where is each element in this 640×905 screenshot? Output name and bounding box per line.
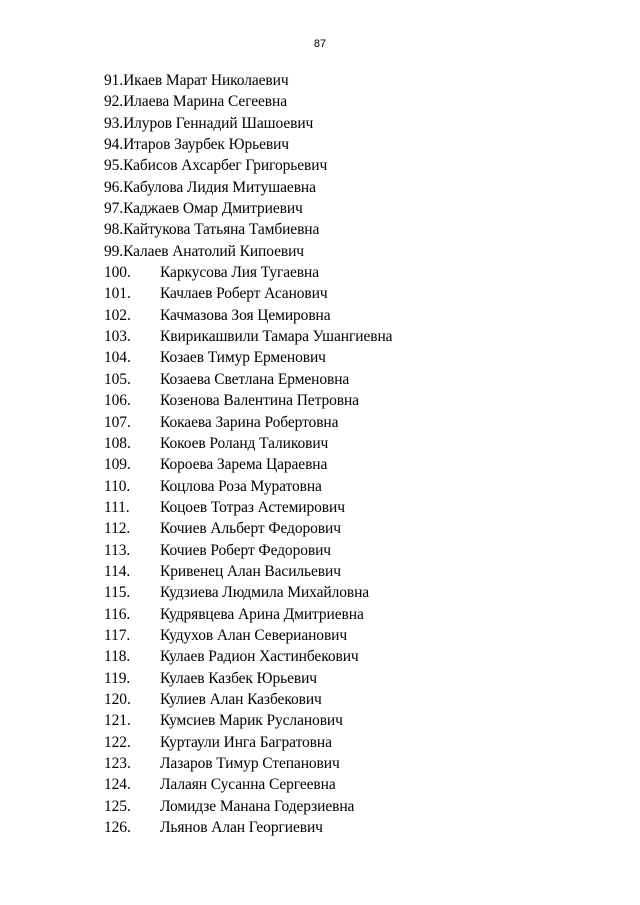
- list-item-number: 115.: [104, 584, 131, 602]
- list-item-name: Куртаули Инга Багратовна: [160, 733, 332, 751]
- list-item-number: 96.: [104, 178, 124, 196]
- list-item: [104, 155, 392, 176]
- list-item-number: 122.: [104, 733, 131, 751]
- list-item: [104, 476, 392, 497]
- list-item: [104, 646, 392, 667]
- list-item-name: Кудрявцева Арина Дмитриевна: [160, 605, 364, 623]
- list-item-name: Козенова Валентина Петровна: [160, 392, 359, 410]
- list-item-name: Кумсиев Марик Русланович: [160, 712, 343, 730]
- list-item: [104, 70, 392, 91]
- list-item: [104, 518, 392, 539]
- list-item-number: 92.: [104, 93, 124, 111]
- list-item: [104, 390, 392, 411]
- list-item-name: Лалаян Сусанна Сергеевна: [160, 776, 336, 794]
- list-item-name: Кудзиева Людмила Михайловна: [160, 584, 370, 602]
- list-item: [104, 283, 392, 304]
- list-item-name: Калаев Анатолий Кипоевич: [123, 242, 304, 260]
- list-item: [104, 198, 392, 219]
- list-item-name: Ломидзе Манана Годерзиевна: [160, 797, 355, 815]
- list-item-name: Илаева Марина Сегеевна: [123, 93, 288, 111]
- list-item-number: 98.: [104, 221, 124, 239]
- list-item: [104, 454, 392, 475]
- list-item-number: 100.: [104, 264, 131, 282]
- list-item-name: Кайтукова Татьяна Тамбиевна: [123, 221, 320, 239]
- list-item-number: 99.: [104, 242, 124, 260]
- list-item-name: Козаев Тимур Ерменович: [160, 349, 326, 367]
- list-item-name: Качмазова Зоя Цемировна: [160, 306, 331, 324]
- list-item: [104, 817, 392, 838]
- list-item-number: 110.: [104, 477, 131, 495]
- list-item-number: 112.: [104, 520, 131, 538]
- list-item: [104, 433, 392, 454]
- list-item-name: Квирикашвили Тамара Ушангиевна: [160, 328, 393, 346]
- list-item: [104, 262, 392, 283]
- list-item-name: Льянов Алан Георгиевич: [160, 819, 323, 837]
- list-item-name: Коцлова Роза Муратовна: [160, 477, 322, 495]
- list-item-number: 111.: [104, 498, 130, 516]
- list-item: [104, 753, 392, 774]
- list-item: [104, 326, 392, 347]
- list-item-number: 120.: [104, 690, 131, 708]
- page-number: 87: [313, 38, 327, 50]
- list-item-name: Кулаев Казбек Юрьевич: [160, 669, 317, 687]
- list-item-name: Козаева Светлана Ерменовна: [160, 370, 350, 388]
- list-item-number: 114.: [104, 562, 131, 580]
- list-item: [104, 732, 392, 753]
- list-item-number: 123.: [104, 755, 131, 772]
- list-item-name: Кудухов Алан Северианович: [160, 626, 348, 644]
- list-item-number: 117.: [104, 626, 131, 644]
- list-item-name: Кочиев Роберт Федорович: [160, 541, 331, 559]
- list-item-number: 95.: [104, 157, 124, 175]
- list-item: [104, 604, 392, 625]
- list-item-number: 118.: [104, 648, 131, 666]
- list-item-name: Каркусова Лия Тугаевна: [160, 264, 319, 282]
- list-item-number: 113.: [104, 541, 131, 559]
- list-item: [104, 91, 392, 112]
- list-item-name: Кулиев Алан Казбекович: [160, 690, 322, 708]
- list-item-number: 94.: [104, 136, 124, 154]
- list-item: [104, 369, 392, 390]
- list-item-name: Качлаев Роберт Асанович: [160, 285, 328, 303]
- list-item-number: 101.: [104, 285, 131, 303]
- list-item: [104, 710, 392, 731]
- list-item-name: Кабулова Лидия Митушаевна: [123, 178, 316, 196]
- list-item-name: Кокаева Зарина Робертовна: [160, 413, 339, 431]
- list-item-name: Илуров Геннадий Шашоевич: [123, 114, 314, 132]
- list-item-name: Кулаев Радион Хастинбекович: [160, 648, 359, 666]
- list-item: [104, 668, 392, 689]
- list-item-number: 119.: [104, 669, 131, 687]
- list-item-number: 126.: [104, 819, 131, 837]
- list-item: [104, 347, 392, 368]
- list-item-number: 97.: [104, 200, 124, 218]
- list-item-number: 93.: [104, 114, 124, 132]
- list-item-number: 91.: [104, 72, 124, 89]
- list-item-number: 106.: [104, 392, 131, 410]
- list-item-number: 125.: [104, 797, 131, 815]
- list-item: [104, 497, 392, 518]
- list-item-number: 105.: [104, 370, 131, 388]
- list-item-number: 104.: [104, 349, 131, 367]
- list-item-name: Каджаев Омар Дмитриевич: [123, 200, 303, 218]
- list-item-number: 108.: [104, 434, 131, 452]
- list-item-name: Кривенец Алан Васильевич: [160, 562, 341, 580]
- list-item-name: Короева Зарема Цараевна: [160, 456, 328, 474]
- list-item: [104, 689, 392, 710]
- list-item-number: 124.: [104, 776, 131, 794]
- list-item-number: 116.: [104, 605, 131, 623]
- name-list: [104, 70, 392, 838]
- list-item-name: Коцоев Тотраз Астемирович: [160, 498, 345, 516]
- list-item: [104, 774, 392, 795]
- list-item: [104, 796, 392, 817]
- list-item: [104, 412, 392, 433]
- list-item: [104, 305, 392, 326]
- list-item-name: Итаров Заурбек Юрьевич: [123, 136, 289, 154]
- list-item-name: Икаев Марат Николаевич: [123, 72, 289, 89]
- list-item: [104, 113, 392, 134]
- list-item: [104, 540, 392, 561]
- list-item-name: Лазаров Тимур Степанович: [160, 755, 340, 772]
- list-item: [104, 625, 392, 646]
- list-item-name: Кокоев Роланд Таликович: [160, 434, 329, 452]
- list-item: [104, 134, 392, 155]
- list-item-number: 107.: [104, 413, 131, 431]
- list-item-number: 103.: [104, 328, 131, 346]
- list-item-number: 109.: [104, 456, 131, 474]
- list-item-name: Кочиев Альберт Федорович: [160, 520, 341, 538]
- list-item: [104, 241, 392, 262]
- list-item: [104, 561, 392, 582]
- list-item: [104, 177, 392, 198]
- list-item: [104, 219, 392, 240]
- list-item-number: 102.: [104, 306, 131, 324]
- list-item-name: Кабисов Ахсарбег Григорьевич: [123, 157, 328, 175]
- list-item-number: 121.: [104, 712, 131, 730]
- list-item: [104, 582, 392, 603]
